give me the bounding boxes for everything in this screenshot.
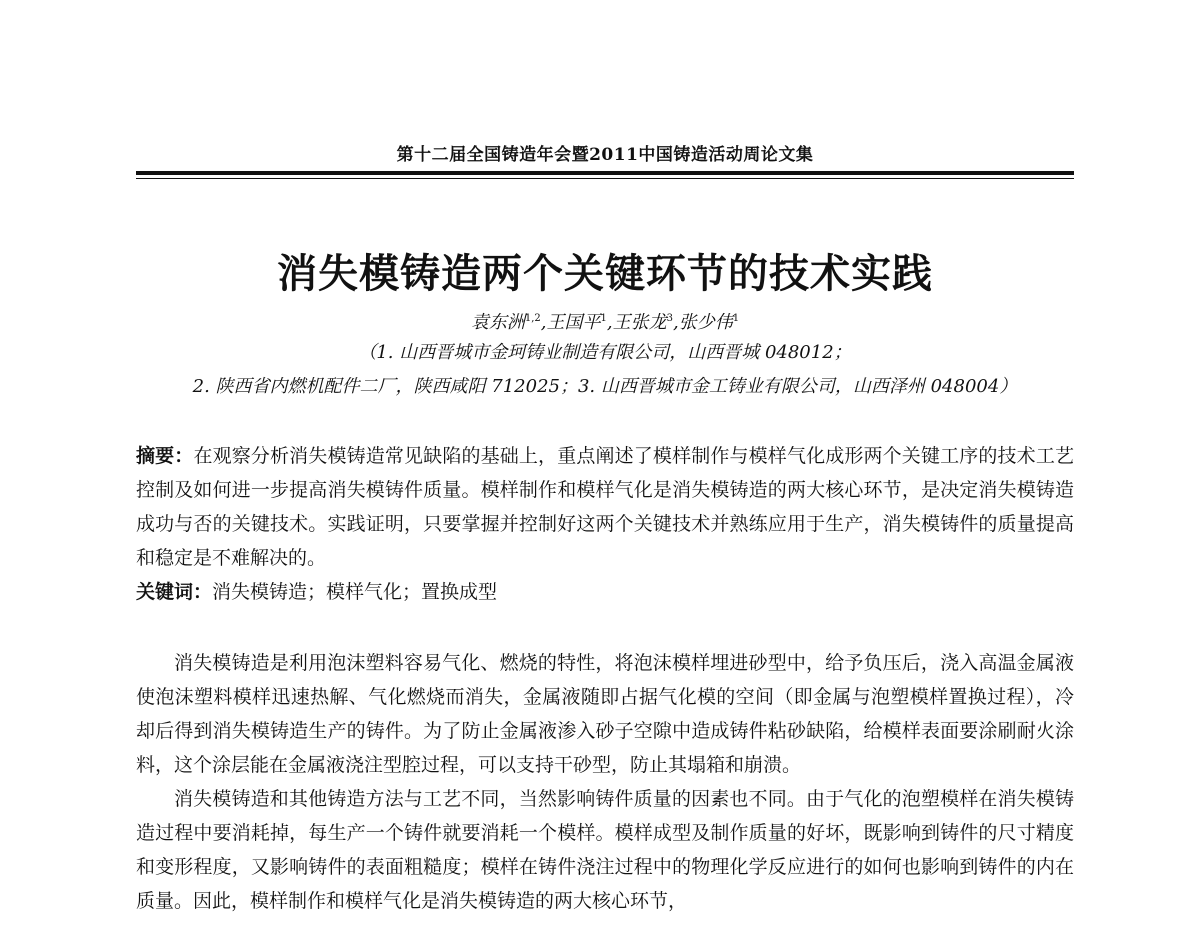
author-name: 王国平 xyxy=(546,312,601,333)
abstract-label: 摘要： xyxy=(136,445,194,467)
body-paragraph: 消失模铸造是利用泡沫塑料容易气化、燃烧的特性，将泡沫模样埋进砂型中，给予负压后，浇入高温金属液使泡沫塑料模样迅速热解、气化燃烧而消失，金属液随即占据气化模的空间（即金属与泡塑模样置换过程），冷却后得到消失模铸造生产的铸件。为了防止金属液渗入砂子空隙中造成铸件粘砂缺陷，给模样表面要涂刷耐火涂料，这个涂层能在金属液浇注型腔过程，可以支持干砂型，防止其塌箱和崩溃。 xyxy=(136,652,1074,776)
paper-title: 消失模铸造两个关键环节的技术实践 xyxy=(277,251,933,297)
author-name: 王张龙 xyxy=(612,312,667,333)
author-affiliation-mark: 3 xyxy=(666,313,673,324)
header-rule-thick xyxy=(136,171,1074,175)
author-separator: , xyxy=(606,312,613,333)
author-separator: , xyxy=(673,312,679,333)
keywords xyxy=(136,575,1074,609)
author-separator: , xyxy=(540,312,547,333)
author-affiliation-mark: 1,2 xyxy=(524,313,541,324)
running-header: 第十二届全国铸造年会暨2011中国铸造活动周论文集 xyxy=(396,145,814,165)
author-affiliation-mark: 1 xyxy=(600,313,607,324)
keywords-label: 关键词： xyxy=(136,581,213,603)
author-affiliation-mark: 1 xyxy=(732,313,740,324)
affiliation-line-2: 2. 陕西省内燃机配件二厂，陕西咸阳 712025；3. 山西晋城市金工铸业有限公司，山西泽州 048004） xyxy=(192,376,1018,397)
header-rule-thin xyxy=(136,178,1074,179)
author-list xyxy=(136,306,1074,336)
abstract-text: 在观察分析消失模铸造常见缺陷的基础上，重点阐述了模样制作与模样气化成形两个关键工序的技术工艺控制及如何进一步提高消失模铸件质量。模样制作和模样气化是消失模铸造的两大核心环节，是决定消失模铸造成功与否的关键技术。实践证明，只要掌握并控制好这两个关键技术并熟练应用于生产，消失模铸件的质量提高和稳定是不难解决的。 xyxy=(136,445,1074,569)
keywords-text: 消失模铸造；模样气化；置换成型 xyxy=(212,581,498,603)
author-name: 张少伟 xyxy=(678,312,733,333)
body-text xyxy=(136,646,1074,918)
affiliation-line-1: （1. 山西晋城市金珂铸业制造有限公司，山西晋城 048012； xyxy=(358,342,852,363)
author-name: 袁东洲 xyxy=(470,312,525,333)
body-paragraph: 消失模铸造和其他铸造方法与工艺不同，当然影响铸件质量的因素也不同。由于气化的泡塑模样在消失模铸造过程中要消耗掉，每生产一个铸件就要消耗一个模样。模样成型及制作质量的好坏，既影响到铸件的尺寸精度和变形程度，又影响铸件的表面粗糙度；模样在铸件浇注过程中的物理化学反应进行的如何也影响到铸件的内在质量。因此，模样制作和模样气化是消失模铸造的两大核心环节， xyxy=(136,788,1074,912)
abstract xyxy=(136,439,1074,575)
